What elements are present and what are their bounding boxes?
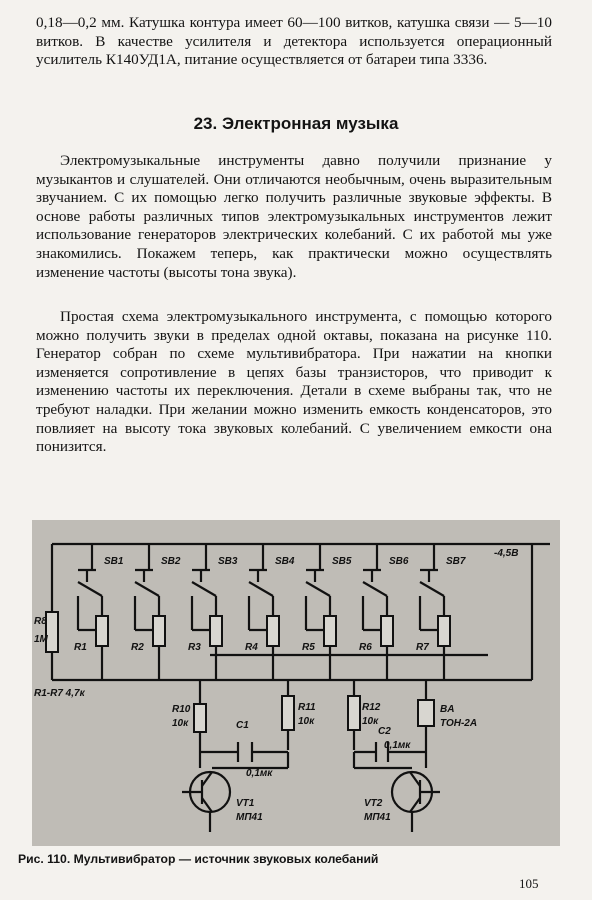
button-column bbox=[359, 544, 409, 680]
section-heading: 23. Электронная музыка bbox=[193, 114, 399, 133]
key-resistor bbox=[438, 616, 450, 646]
r8-label: R8 bbox=[34, 616, 47, 627]
push-button bbox=[420, 570, 444, 596]
key-resistor bbox=[324, 616, 336, 646]
r12-resistor bbox=[348, 696, 360, 730]
r12-label: R12 bbox=[362, 702, 381, 713]
resistor-label: R4 bbox=[245, 642, 258, 653]
circuit-figure bbox=[32, 520, 560, 846]
push-button bbox=[306, 570, 330, 596]
button-column bbox=[245, 544, 295, 680]
button-column bbox=[131, 544, 181, 680]
button-label: SB2 bbox=[161, 556, 181, 567]
key-resistor bbox=[153, 616, 165, 646]
button-column bbox=[302, 544, 352, 680]
circuit-schematic bbox=[32, 520, 560, 846]
button-label: SB6 bbox=[389, 556, 409, 567]
vt2-transistor bbox=[392, 772, 440, 812]
circuit-wires bbox=[52, 544, 550, 832]
button-column bbox=[416, 544, 466, 680]
vt1-label: VT1 bbox=[236, 798, 255, 809]
resistor-label: R6 bbox=[359, 642, 372, 653]
button-label: SB4 bbox=[275, 556, 295, 567]
vt1-transistor bbox=[182, 772, 230, 812]
r11-label: R11 bbox=[298, 702, 316, 713]
button-label: SB3 bbox=[218, 556, 238, 567]
c2-label: C2 bbox=[378, 726, 391, 737]
button-label: SB5 bbox=[332, 556, 352, 567]
supply-label: -4,5В bbox=[494, 548, 519, 559]
speaker-value: ТОН-2А bbox=[440, 718, 478, 729]
push-button bbox=[363, 570, 387, 596]
r8-resistor bbox=[46, 612, 58, 652]
r11-resistor bbox=[282, 696, 294, 730]
key-resistor bbox=[96, 616, 108, 646]
c1-capacitor bbox=[238, 742, 252, 762]
speaker-label: BA bbox=[440, 704, 455, 715]
page-number: 105 bbox=[519, 876, 539, 891]
vt1-type: МП41 bbox=[236, 812, 263, 823]
push-button bbox=[192, 570, 216, 596]
r10-value: 10к bbox=[172, 718, 189, 729]
resistor-label: R3 bbox=[188, 642, 201, 653]
r11-value: 10к bbox=[298, 716, 315, 727]
key-resistor bbox=[267, 616, 279, 646]
key-resistor bbox=[381, 616, 393, 646]
push-button bbox=[135, 570, 159, 596]
c1-value: 0,1мк bbox=[246, 768, 273, 779]
r10-resistor bbox=[194, 704, 206, 732]
push-button bbox=[249, 570, 273, 596]
resistor-label: R5 bbox=[302, 642, 315, 653]
c2-value: 0,1мк bbox=[384, 740, 411, 751]
button-columns bbox=[74, 544, 466, 680]
r1-r7-note: R1-R7 4,7к bbox=[34, 688, 85, 699]
continuation-paragraph: 0,18—0,2 мм. Катушка контура имеет 60—100 витков, катушка связи — 5—10 витков. В качестве усилителя и детектора используется операционный усилитель К140УД1А, питание осуществляется от батареи типа 3336. bbox=[36, 14, 552, 69]
figure-caption: Рис. 110. Мультивибратор — источник звуковых колебаний bbox=[18, 852, 379, 866]
push-button bbox=[78, 570, 102, 596]
resistor-label: R7 bbox=[416, 642, 429, 653]
r8-value: 1М bbox=[34, 634, 48, 645]
button-column bbox=[74, 544, 124, 680]
c1-label: C1 bbox=[236, 720, 249, 731]
paragraph-intro: Электромузыкальные инструменты давно получили признание у музыкантов и слушателей. Они отличаются необычным, очень выразительным звучанием. С их помощью легко получить различные звуковые эффекты. В основе работы различных типов электромузыкальных инструментов лежит использование генераторов электрических колебаний. С их работой мы уже знакомились. Покажем теперь, как практически можно осуществлять изменение частоты (высоты тона звука). bbox=[36, 152, 552, 281]
vt2-type: МП41 bbox=[364, 812, 391, 823]
r10-label: R10 bbox=[172, 704, 191, 715]
vt2-label: VT2 bbox=[364, 798, 383, 809]
button-column bbox=[188, 544, 238, 680]
key-resistor bbox=[210, 616, 222, 646]
button-label: SB1 bbox=[104, 556, 124, 567]
resistor-label: R2 bbox=[131, 642, 144, 653]
paragraph-circuit: Простая схема электромузыкального инструмента, с помощью которого можно получить звуки в пределах одной октавы, показана на рисунке 110. Генератор собран по схеме мультивибратора. При нажатии на кнопки изменяется сопротивление в цепях базы транзисторов, что приводит к изменению частоты их переключения. Детали в схеме выбраны так, что не требуют наладки. При желании можно изменить емкость конденсаторов, это повлияет на высоту тока звуковых колебаний. С увеличением емкости она понизится. bbox=[36, 308, 552, 456]
resistor-label: R1 bbox=[74, 642, 87, 653]
button-label: SB7 bbox=[446, 556, 466, 567]
r12-value: 10к bbox=[362, 716, 379, 727]
speaker-ba bbox=[418, 700, 434, 726]
